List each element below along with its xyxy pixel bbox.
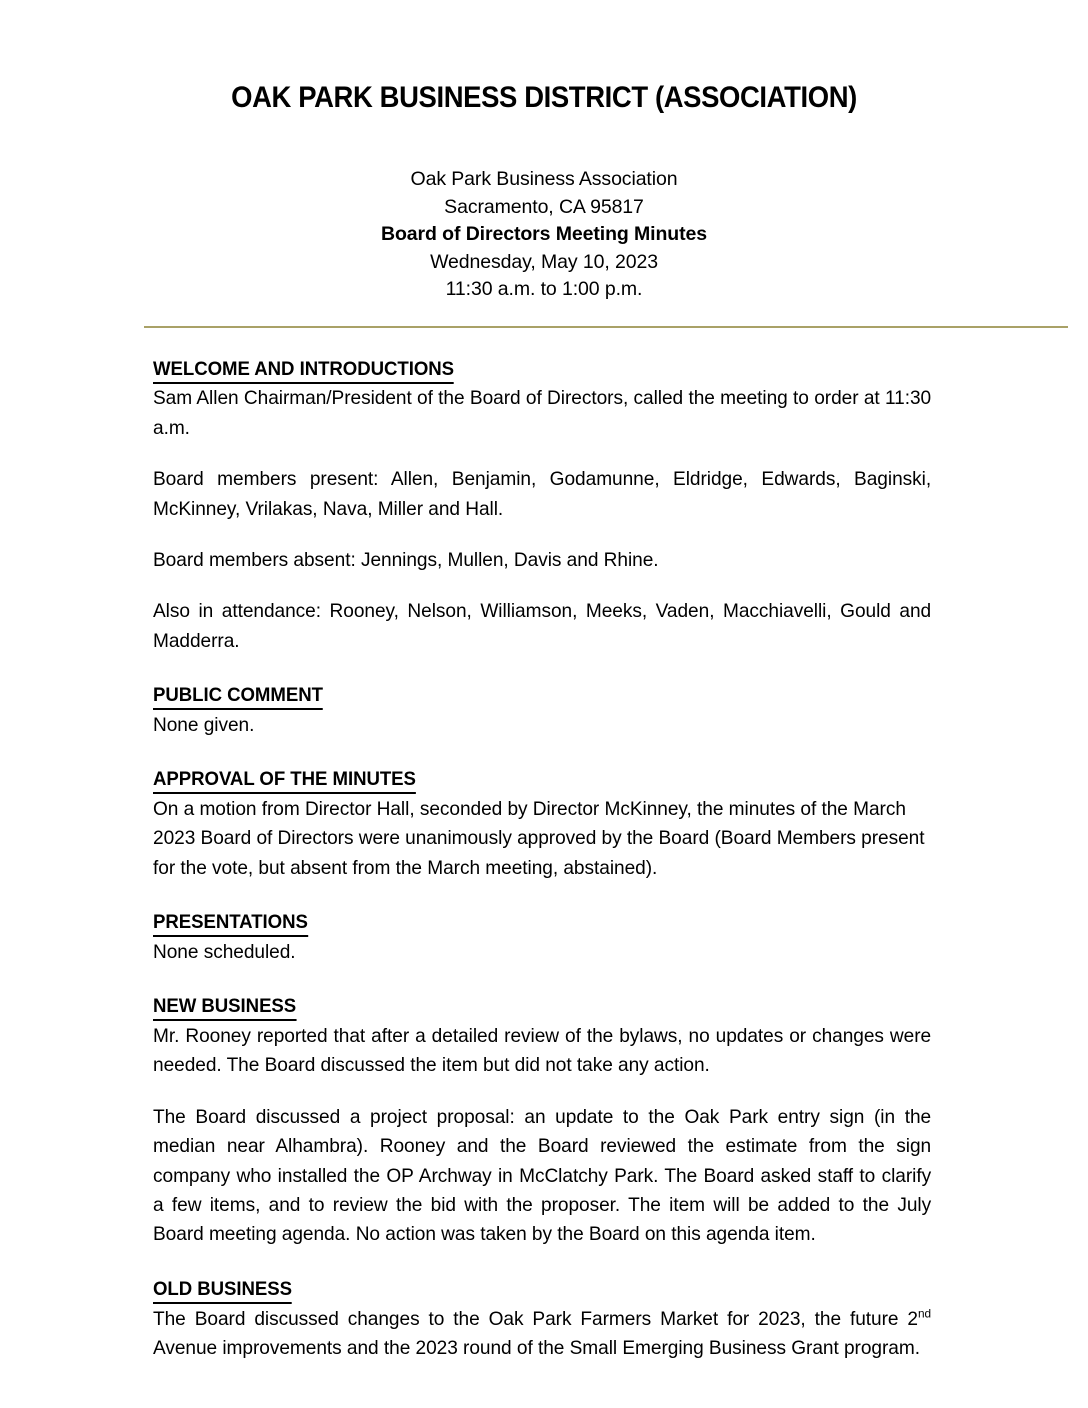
- section-heading-presentations: [153, 909, 935, 938]
- section-gap: [153, 1250, 935, 1276]
- section-heading-text: APPROVAL OF THE MINUTES: [153, 768, 416, 794]
- header-doc-type: Board of Directors Meeting Minutes: [381, 223, 707, 246]
- paragraph-gap: [153, 524, 935, 546]
- header-time: 11:30 a.m. to 1:00 p.m.: [445, 278, 643, 301]
- page-title: OAK PARK BUSINESS DISTRICT (ASSOCIATION): [231, 80, 857, 114]
- header-date: Wednesday, May 10, 2023: [430, 250, 658, 273]
- old-business-text-part1: The Board discussed changes to the Oak Park Farmers Market for 2023, the future 2: [153, 1308, 919, 1330]
- paragraph-old-business-body: [153, 1305, 931, 1364]
- paragraph-also-in-attendance: Also in attendance: Rooney, Nelson, Williamson, Meeks, Vaden, Macchiavelli, Gould and Madderra.: [153, 601, 932, 652]
- paragraph-gap: [153, 575, 935, 597]
- section-heading-text: PUBLIC COMMENT: [153, 684, 323, 710]
- paragraph-project-proposal: The Board discussed a project proposal: an update to the Oak Park entry sign (in the median near Alhambra). Rooney and the Board reviewed the estimate from the sign company who installed the OP Archway in McClatchy Park. The Board asked staff to clarify a few items, and to review the bid with the proposer. The item will be added to the July Board meeting agenda. No action was taken by the Board on this agenda item.: [153, 1106, 932, 1246]
- document-header-block: [0, 166, 1088, 303]
- paragraph-approval-body: On a motion from Director Hall, seconded by Director McKinney, the minutes of the March 2023 Board of Directors were unanimously approved by the Board (Board Members present for the vote, but absent from the March meeting, abstained).: [153, 799, 925, 879]
- section-heading-new-business: [153, 993, 935, 1022]
- paragraph-members-absent: Board members absent: Jennings, Mullen, Davis and Rhine.: [153, 549, 659, 571]
- paragraph-bylaws-review: Mr. Rooney reported that after a detailed review of the bylaws, no updates or changes were needed. The Board discussed the item but did not take any action.: [153, 1026, 932, 1077]
- section-heading-public-comment: [153, 682, 935, 711]
- section-gap: [153, 740, 935, 766]
- section-heading-text: WELCOME AND INTRODUCTIONS: [153, 358, 454, 384]
- paragraph-gap: [153, 443, 935, 465]
- paragraph-members-present: Board members present: Allen, Benjamin, Godamunne, Eldridge, Edwards, Baginski, McKinney, Vrilakas, Nava, Miller and Hall.: [153, 469, 932, 520]
- section-gap: [153, 883, 935, 909]
- header-location: Sacramento, CA 95817: [444, 195, 644, 218]
- section-heading-text: OLD BUSINESS: [153, 1278, 292, 1304]
- paragraph-gap: [153, 1081, 935, 1103]
- old-business-text-part2: Avenue improvements and the 2023 round of the Small Emerging Business Grant program.: [153, 1337, 920, 1359]
- section-heading-welcome-and-introductions: [153, 356, 935, 385]
- ordinal-suffix: nd: [918, 1306, 932, 1321]
- section-gap: [153, 656, 935, 682]
- paragraph-presentations-body: None scheduled.: [153, 941, 296, 963]
- section-heading-text: PRESENTATIONS: [153, 911, 308, 937]
- paragraph-public-comment-body: None given.: [153, 714, 255, 736]
- document-body: [153, 328, 935, 1364]
- section-heading-old-business: [153, 1276, 935, 1305]
- section-heading-approval-of-the-minutes: [153, 766, 935, 795]
- header-organization: Oak Park Business Association: [410, 168, 678, 191]
- section-gap: [153, 967, 935, 993]
- section-heading-text: NEW BUSINESS: [153, 995, 296, 1021]
- paragraph-call-to-order: Sam Allen Chairman/President of the Board of Directors, called the meeting to order at 11:30 a.m.: [153, 388, 932, 439]
